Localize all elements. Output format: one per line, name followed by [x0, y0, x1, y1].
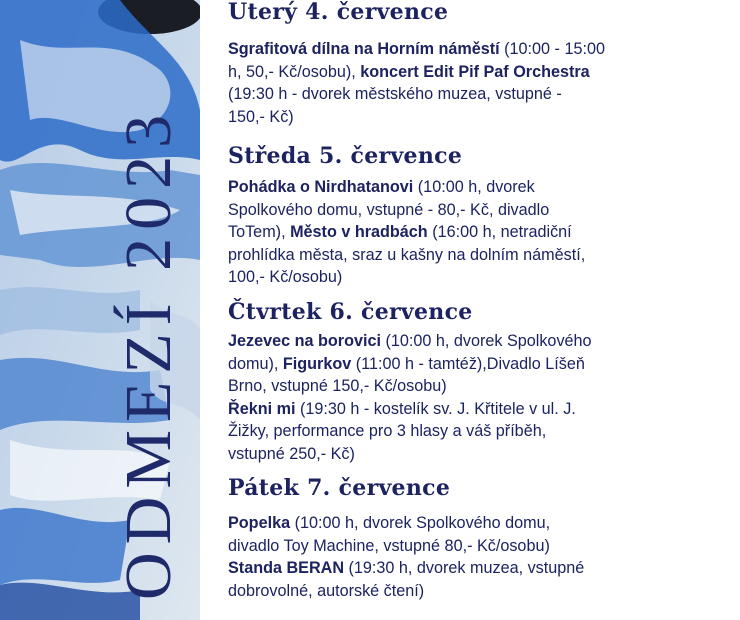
event-details: h, 50,- Kč/osobu), — [228, 62, 361, 81]
event-details: prohlídka města, sraz u kašny na dolním náměstí, — [228, 245, 586, 264]
event-name: Město v hradbách — [290, 223, 428, 242]
day-heading: Uterý 4. července — [228, 0, 449, 25]
event-details: (11:00 h - tamtéž),Divadlo Líšeň — [351, 354, 585, 373]
event-details: (10:00 - 15:00 — [499, 40, 605, 58]
event-details: vstupné 250,- Kč) — [228, 444, 355, 463]
day-heading: Středa 5. července — [228, 143, 463, 169]
day-thursday — [228, 300, 592, 466]
event-name: Pohádka o Nirdhatanovi — [228, 178, 414, 196]
event-details: Brno, vstupné 150,- Kč/osobu) — [228, 377, 447, 396]
day-events — [228, 330, 592, 466]
event-name: Standa BERAN — [228, 559, 345, 578]
event-details: 100,- Kč/osobu) — [228, 268, 343, 287]
event-details: (10:00 h, dvorek — [413, 178, 535, 196]
event-name: Popelka — [228, 514, 291, 532]
event-details: Spolkového domu, vstupné - 80,- Kč, divadlo — [228, 200, 550, 219]
event-details: dobrovolné, autorské čtení) — [228, 581, 425, 600]
event-details: divadlo Toy Machine, vstupné 80,- Kč/osobu) — [228, 536, 550, 555]
event-name: Jezevec na borovici — [228, 332, 381, 350]
vertical-festival-title: ODMEZÍ 2023 — [112, 106, 185, 600]
day-wednesday — [228, 144, 585, 289]
event-details: (19:30 h, dvorek muzea, vstupné — [344, 559, 585, 578]
event-details: domu), — [228, 354, 283, 373]
event-details: (19:30 h - dvorek městského muzea, vstupné - — [228, 85, 562, 104]
event-details: ToTem), — [228, 223, 291, 242]
event-details: (10:00 h, dvorek Spolkového domu, — [290, 514, 551, 532]
painted-art-panel — [0, 0, 200, 620]
event-name: koncert Edit Pif Paf Orchestra — [360, 62, 590, 81]
event-name: Figurkov — [282, 354, 352, 373]
event-details: Žižky, performance pro 3 hlasy a váš příběh, — [228, 422, 547, 441]
day-tuesday — [228, 0, 605, 128]
event-details: (16:00 h, netradiční — [427, 223, 572, 242]
event-details: (10:00 h, dvorek Spolkového — [380, 332, 592, 350]
day-heading: Pátek 7. července — [228, 475, 451, 501]
event-details: 150,- Kč) — [228, 107, 294, 126]
day-events — [228, 176, 585, 289]
day-friday — [228, 476, 584, 602]
day-heading: Čtvrtek 6. července — [228, 299, 473, 325]
event-name: Řekni mi — [228, 399, 296, 418]
event-name: Sgrafitová dílna na Horním náměstí — [228, 40, 500, 58]
day-events — [228, 38, 605, 128]
day-events — [228, 512, 584, 602]
event-details: (19:30 h - kostelík sv. J. Křtitele v ul. J. — [295, 399, 576, 418]
